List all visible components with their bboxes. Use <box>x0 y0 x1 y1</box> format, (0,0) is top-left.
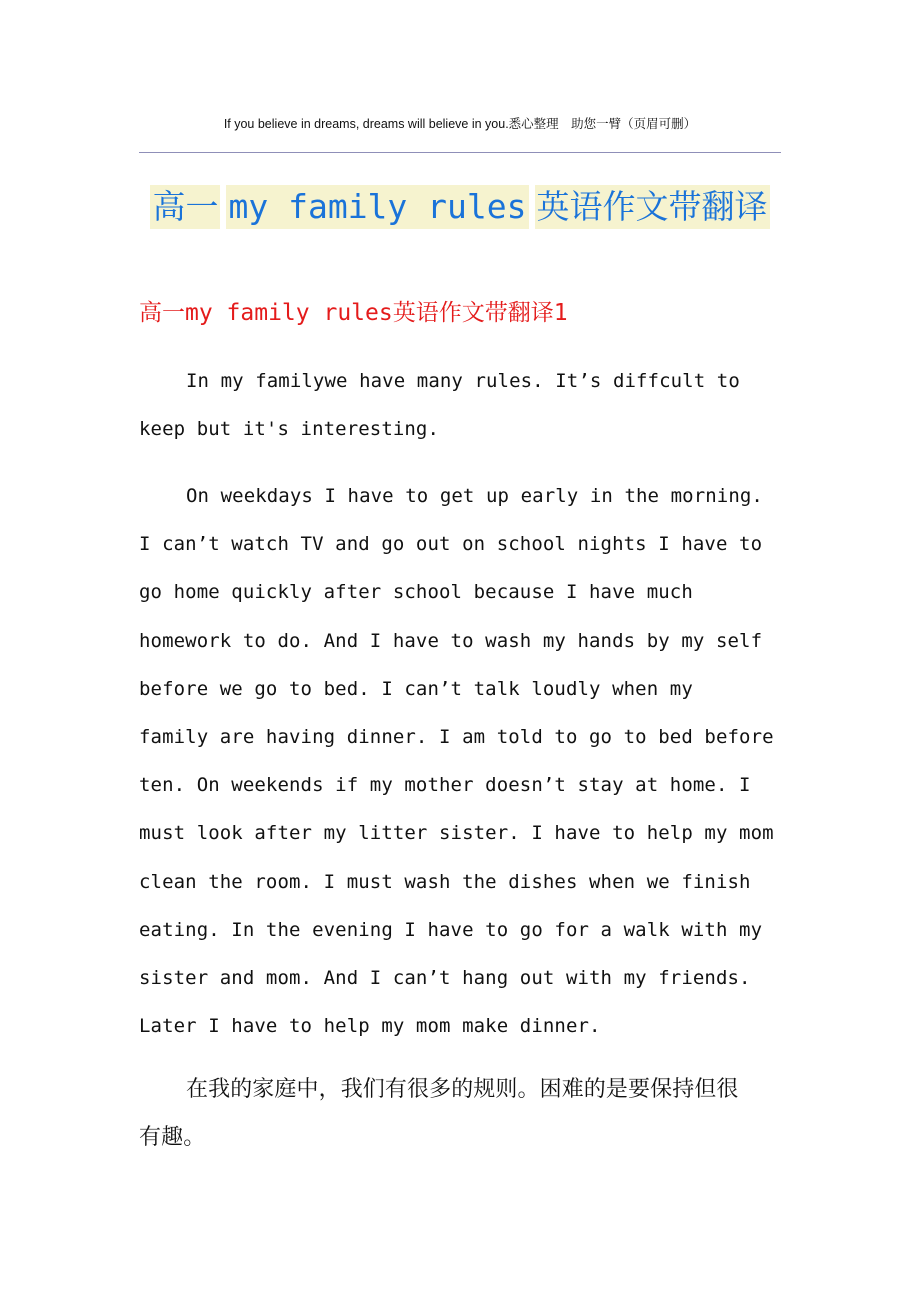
paragraph-line: before we go to bed. I can’t talk loudly when my <box>139 677 693 700</box>
paragraph-line: go home quickly after school because I have much <box>139 581 693 604</box>
paragraph-line: keep but it's interesting. <box>139 418 440 441</box>
paragraph-line: 有趣。 <box>139 1125 206 1150</box>
header-divider <box>139 152 781 153</box>
title-part-3: 英语作文带翻译 <box>535 185 770 229</box>
paragraph-3-translation <box>139 1066 784 1162</box>
paragraph-line: ten. On weekends if my mother doesn’t stay at home. I <box>139 774 751 797</box>
paragraph-line: 在我的家庭中，我们有很多的规则。困难的是要保持但很 <box>186 1077 739 1102</box>
paragraph-2 <box>139 472 784 1050</box>
paragraph-line: In my familywe have many rules. It’s diffcult to <box>186 370 740 392</box>
paragraph-line: must look after my litter sister. I have to help my mom <box>139 822 774 845</box>
section-heading: 高一my family rules英语作文带翻译1 <box>139 300 568 326</box>
title-part-2: my family rules <box>226 185 528 229</box>
paragraph-line: clean the room. I must wash the dishes when we finish <box>139 870 751 893</box>
title-part-1: 高一 <box>150 185 220 229</box>
paragraph-line: I can’t watch TV and go out on school nights I have to <box>139 533 763 556</box>
paragraph-1 <box>139 357 784 453</box>
page-header-text: If you believe in dreams, dreams will believe in you.悉心整理 助您一臂（页眉可删） <box>223 117 697 131</box>
document-title <box>0 185 920 229</box>
paragraph-line: On weekdays I have to get up early in the morning. <box>186 485 763 507</box>
paragraph-line: Later I have to help my mom make dinner. <box>139 1015 601 1038</box>
paragraph-line: eating. In the evening I have to go for a walk with my <box>139 918 763 941</box>
paragraph-line: family are having dinner. I am told to go to bed before <box>139 725 774 748</box>
paragraph-line: sister and mom. And I can’t hang out with my friends. <box>139 966 751 989</box>
paragraph-line: homework to do. And I have to wash my hands by my self <box>139 629 763 652</box>
